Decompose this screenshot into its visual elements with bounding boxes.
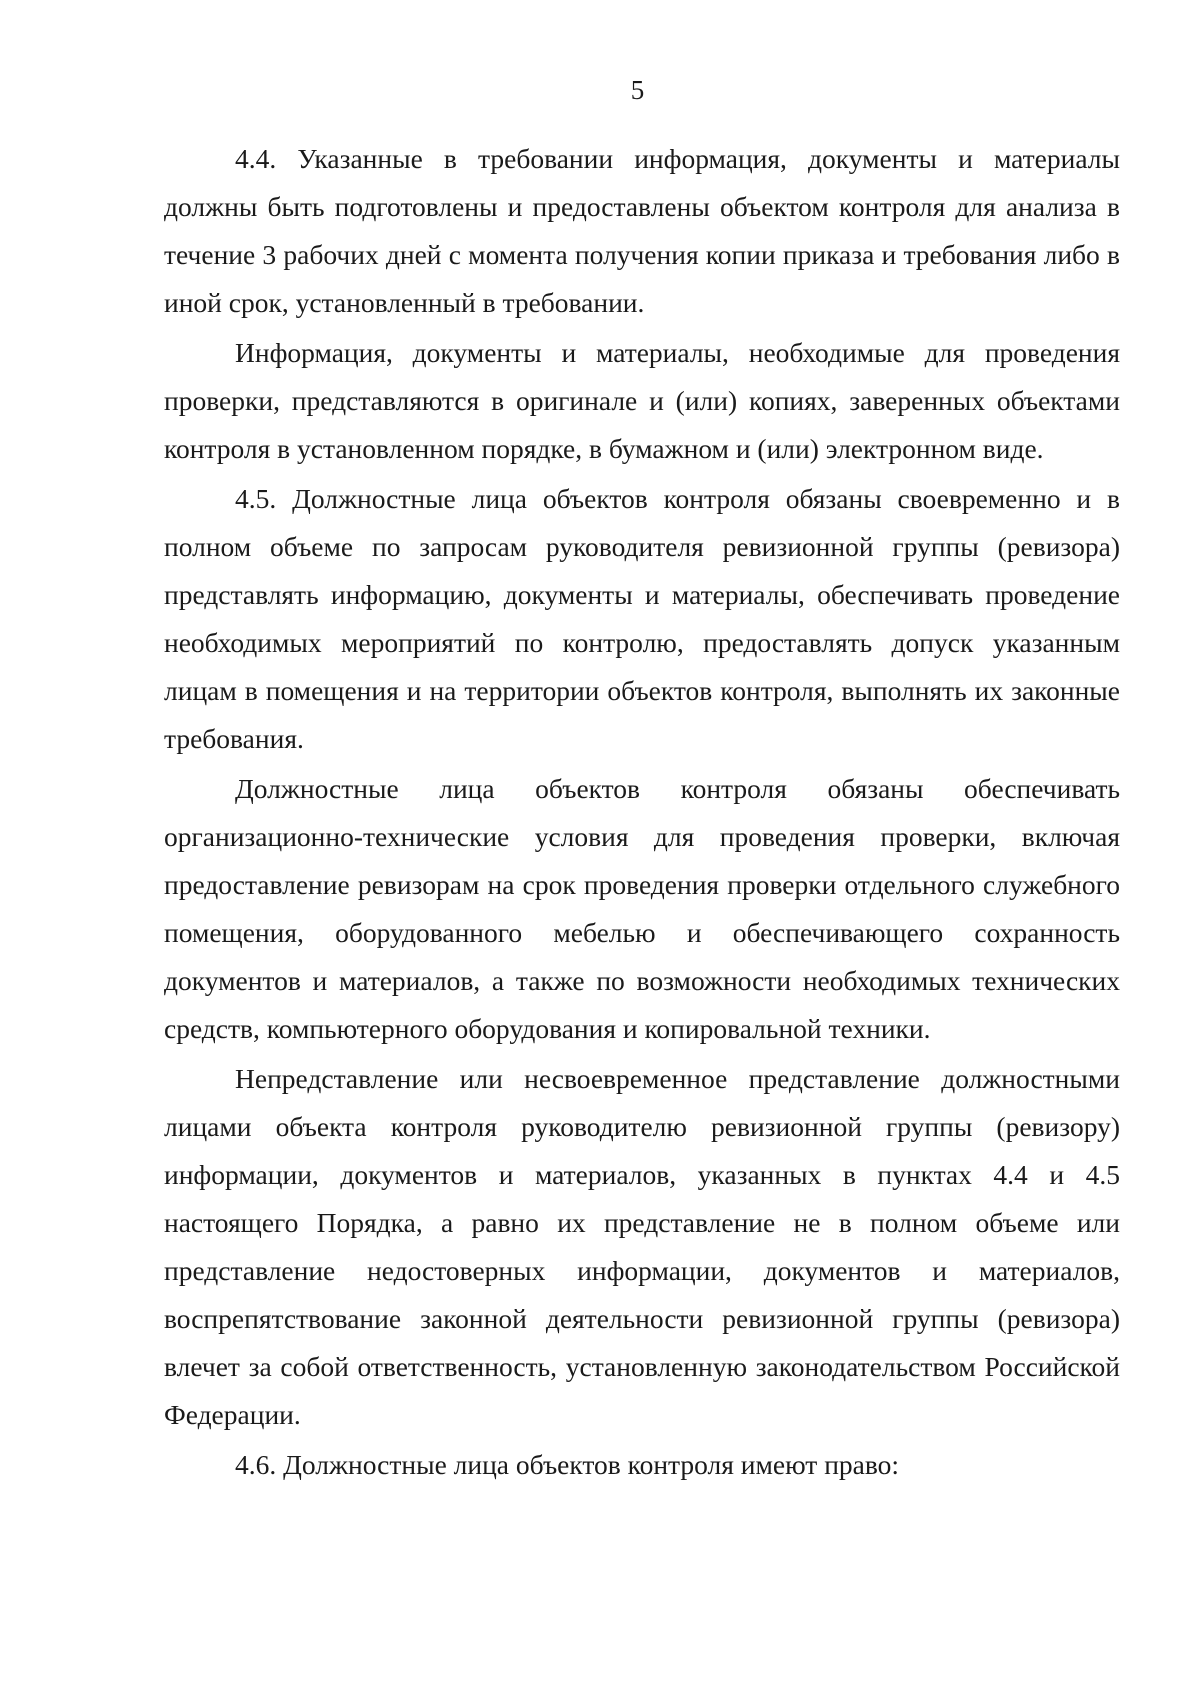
paragraph-officials-obligations: Должностные лица объектов контроля обязаны обеспечивать организационно-технические условия для проведения проверки, включая предоставление ревизорам на срок проведения проверки отдельного служебного помещения, оборудованного мебелью и обеспечивающего сохранность документов и материалов, а также по возможности необходимых технических средств, компьютерного оборудования и копировальной техники. xyxy=(164,773,1120,1044)
paragraph-information-documents: Информация, документы и материалы, необходимые для проведения проверки, представляются в оригинале и (или) копиях, заверенных объектами контроля в установленном порядке, в бумажном и (или) электронном виде. xyxy=(164,337,1120,464)
paragraph-4-5: 4.5. Должностные лица объектов контроля обязаны своевременно и в полном объеме по запросам руководителя ревизионной группы (ревизора) представлять информацию, документы и материалы, обеспечивать проведение необходимых мероприятий по контролю, предоставлять допуск указанным лицам в помещения и на территории объектов контроля, выполнять их законные требования. xyxy=(164,483,1120,754)
paragraph-non-submission: Непредставление или несвоевременное представление должностными лицами объекта контроля руководителю ревизионной группы (ревизору) информации, документов и материалов, указанных в пунктах 4.4 и 4.5 настоящего Порядка, а равно их представление не в полном объеме или представление недостоверных информации, документов и материалов, воспрепятствование законной деятельности ревизионной группы (ревизора) влечет за собой ответственность, установленную законодательством Российской Федерации. xyxy=(164,1063,1120,1430)
page-number: 5 xyxy=(630,75,645,105)
document-body xyxy=(164,135,1120,1491)
paragraph-4-4: 4.4. Указанные в требовании информация, документы и материалы должны быть подготовлены и предоставлены объектом контроля для анализа в течение 3 рабочих дней с момента получения копии приказа и требования либо в иной срок, установленный в требовании. xyxy=(164,143,1120,318)
paragraph-4-6: 4.6. Должностные лица объектов контроля имеют право: xyxy=(235,1449,900,1480)
